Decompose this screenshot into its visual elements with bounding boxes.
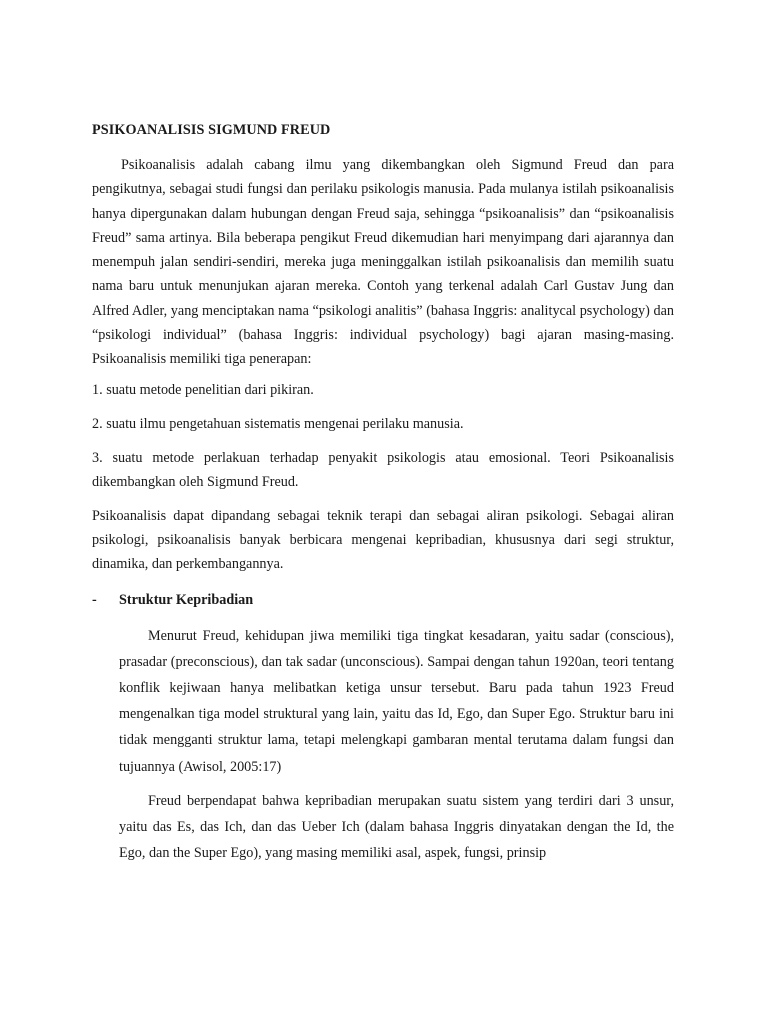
section-paragraph: Freud berpendapat bahwa kepribadian merupakan suatu sistem yang terdiri dari 3 unsur, yaitu das Es, das Ich, dan das Ueber Ich (dalam bahasa Inggris dinyatakan dengan the Id, the Ego, dan the Super Ego), yang masing memiliki asal, aspek, fungsi, prinsip [119, 792, 674, 862]
section-paragraph: Menurut Freud, kehidupan jiwa memiliki tiga tingkat kesadaran, yaitu sadar (conscious), prasadar (preconscious), dan tak sadar (unconscious). Sampai dengan tahun 1920an, teori tentang konflik kejiwaan hanya melibatkan ketiga unsur tersebut. Baru pada tahun 1923 Freud mengenalkan tiga model struktural yang lain, yaitu das Id, Ego, dan Super Ego. Struktur baru ini tidak mengganti struktur lama, tetapi melengkapi gambaran mental terutama dalam fungsi dan tujuannya (Awisol, 2005:17) [119, 627, 674, 775]
list-item: 1. suatu metode penelitian dari pikiran. [92, 381, 314, 398]
list-item: 3. suatu metode perlakuan terhadap penyakit psikologis atau emosional. Teori Psikoanalisis dikembangkan oleh Sigmund Freud. [92, 449, 674, 490]
document-content [92, 119, 674, 866]
document-title: PSIKOANALISIS SIGMUND FREUD [92, 122, 331, 138]
list-item: 2. suatu ilmu pengetahuan sistematis mengenai perilaku manusia. [92, 415, 464, 432]
section-heading-row [92, 589, 674, 611]
bullet-dash: - [92, 591, 97, 608]
body-paragraph: Psikoanalisis dapat dipandang sebagai teknik terapi dan sebagai aliran psikologi. Sebagai aliran psikologi, psikoanalisis banyak berbicara mengenai kepribadian, khususnya dari segi struktur, dinamika, dan perkembangannya. [92, 507, 674, 573]
section-heading: Struktur Kepribadian [119, 591, 254, 608]
intro-paragraph: Psikoanalisis adalah cabang ilmu yang dikembangkan oleh Sigmund Freud dan para pengikutnya, sebagai studi fungsi dan perilaku psikologis manusia. Pada mulanya istilah psikoanalisis hanya dipergunakan dalam hubungan dengan Freud saja, sehingga “psikoanalisis” dan “psikoanalisis Freud” sama artinya. Bila beberapa pengikut Freud dikemudian hari menyimpang dari ajarannya dan menempuh jalan sendiri-sendiri, mereka juga meninggalkan istilah psikoanalisis dan memilih suatu nama baru untuk menunjukan ajaran mereka. Contoh yang terkenal adalah Carl Gustav Jung dan Alfred Adler, yang menciptakan nama “psikologi analitis” (bahasa Inggris: analitycal psychology) dan “psikologi individual” (bahasa Inggris: individual psychology) bagi ajaran masing-masing. Psikoanalisis memiliki tiga penerapan: [92, 157, 674, 368]
